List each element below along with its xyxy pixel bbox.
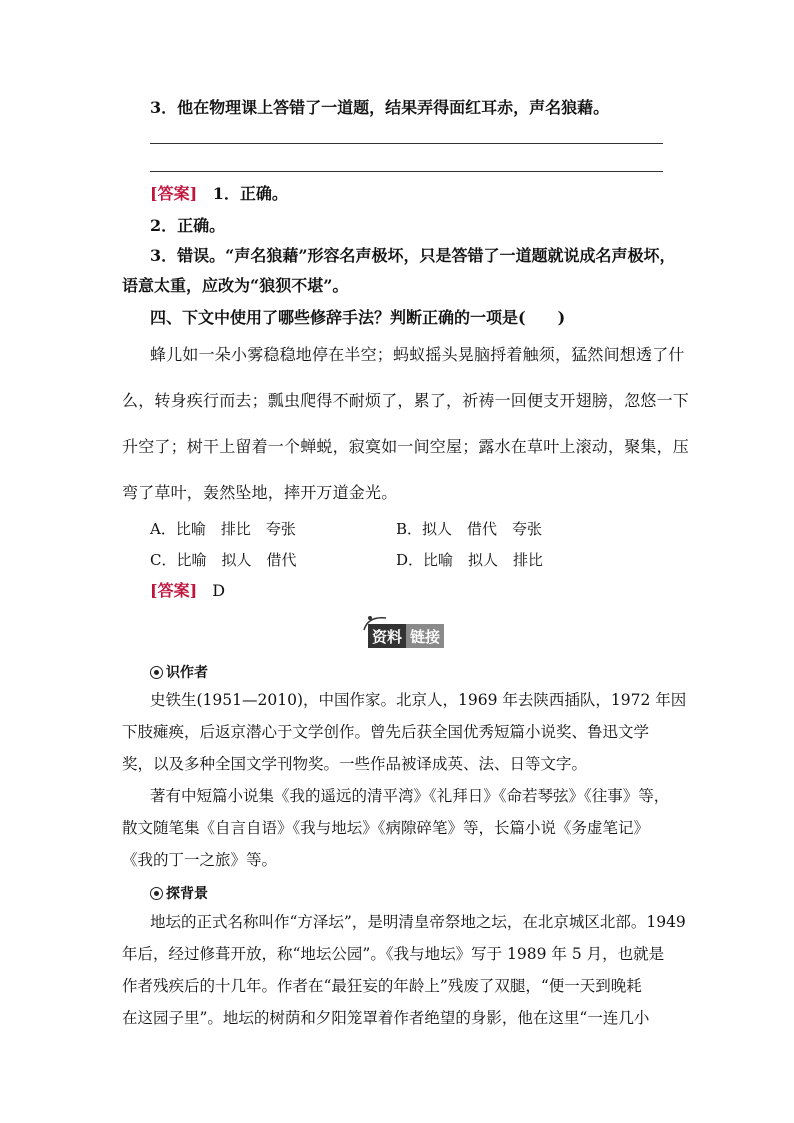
author-p2-line-3: 《我的丁一之旅》等。 bbox=[122, 851, 278, 869]
answer-line-1 bbox=[150, 143, 663, 144]
background-p1-line-3: 作者残疾后的十几年。作者在“最狂妄的年龄上”残废了双腿，“便一天到晚耗 bbox=[122, 977, 642, 995]
answer-1: 1．正确。 bbox=[212, 184, 288, 203]
author-p2-line-1: 著有中短篇小说集《我的遥远的清平湾》《礼拜日》《命若琴弦》《往事》等， bbox=[150, 787, 670, 805]
author-p2-line-2: 散文随笔集《自言自语》《我与地坛》《病隙碎笔》等，长篇小说《务虚笔记》 bbox=[122, 819, 650, 837]
badge-right: 链接 bbox=[406, 624, 444, 648]
background-section-heading bbox=[150, 883, 208, 903]
answer-tag: [答案] bbox=[150, 184, 198, 203]
background-p1-line-2: 年后，经过修葺开放，称“地坛公园”。《我与地坛》写于 1989 年 5 月，也就是 bbox=[122, 945, 665, 963]
background-p1-line-1: 地坛的正式名称叫作“方泽坛”，是明清皇帝祭地之坛，在北京城区北部。1949 bbox=[150, 913, 686, 931]
q4-answer-row bbox=[150, 580, 225, 602]
author-p1-line-2: 下肢瘫痪，后返京潜心于文学创作。曾先后获全国优秀短篇小说奖、鲁迅文学 bbox=[122, 723, 650, 741]
author-section-heading bbox=[150, 662, 208, 682]
q4-answer: D bbox=[212, 581, 226, 600]
background-p1-line-4: 在这园子里”。地坛的树荫和夕阳笼罩着作者绝望的身影，他在这里“一连几小 bbox=[122, 1009, 650, 1027]
answer-line-2 bbox=[150, 171, 663, 172]
circle-bullet-icon bbox=[150, 887, 163, 900]
answer-3-line-1: 3．错误。“声名狼藉”形容名声极坏，只是答错了一道题就说成名声极坏， bbox=[150, 246, 676, 265]
passage-line-1: 蜂儿如一朵小雾稳稳地停在半空；蚂蚁摇头晃脑捋着触须，猛然间想透了什 bbox=[150, 345, 685, 364]
question-3: 3．他在物理课上答错了一道题，结果弄得面红耳赤，声名狼藉。 bbox=[150, 98, 610, 117]
author-p1-line-3: 奖，以及多种全国文学刊物奖。一些作品被译成英、法、日等文字。 bbox=[122, 755, 588, 773]
option-b: B．拟人 借代 夸张 bbox=[396, 520, 543, 538]
answer-2: 2．正确。 bbox=[150, 216, 226, 235]
circle-bullet-icon bbox=[150, 666, 163, 679]
option-d: D．比喻 拟人 排比 bbox=[396, 551, 544, 569]
option-a: A．比喻 排比 夸张 bbox=[150, 520, 296, 538]
passage-line-3: 升空了；树干上留着一个蝉蜕，寂寞如一间空屋；露水在草叶上滚动，聚集，压 bbox=[122, 437, 690, 456]
author-section-title: 识作者 bbox=[166, 665, 208, 681]
passage-line-4: 弯了草叶，轰然坠地，摔开万道金光。 bbox=[122, 483, 398, 502]
q4-answer-tag: [答案] bbox=[150, 581, 198, 600]
question-4-title: 四、下文中使用了哪些修辞手法？判断正确的一项是( ) bbox=[150, 308, 566, 327]
answer-3-line-2: 语意太重，应改为“狼狈不堪”。 bbox=[122, 276, 349, 295]
resource-link-badge bbox=[368, 624, 460, 648]
background-section-title: 探背景 bbox=[166, 886, 208, 902]
answer-row-1 bbox=[150, 183, 288, 205]
option-c: C．比喻 拟人 借代 bbox=[150, 551, 297, 569]
author-p1-line-1: 史铁生(1951—2010)，中国作家。北京人，1969 年去陕西插队，1972 年因 bbox=[150, 691, 687, 709]
badge-left: 资料 bbox=[368, 624, 406, 648]
passage-line-2: 么，转身疾行而去；瓢虫爬得不耐烦了，累了，祈祷一回便支开翅膀，忽悠一下 bbox=[122, 391, 690, 410]
